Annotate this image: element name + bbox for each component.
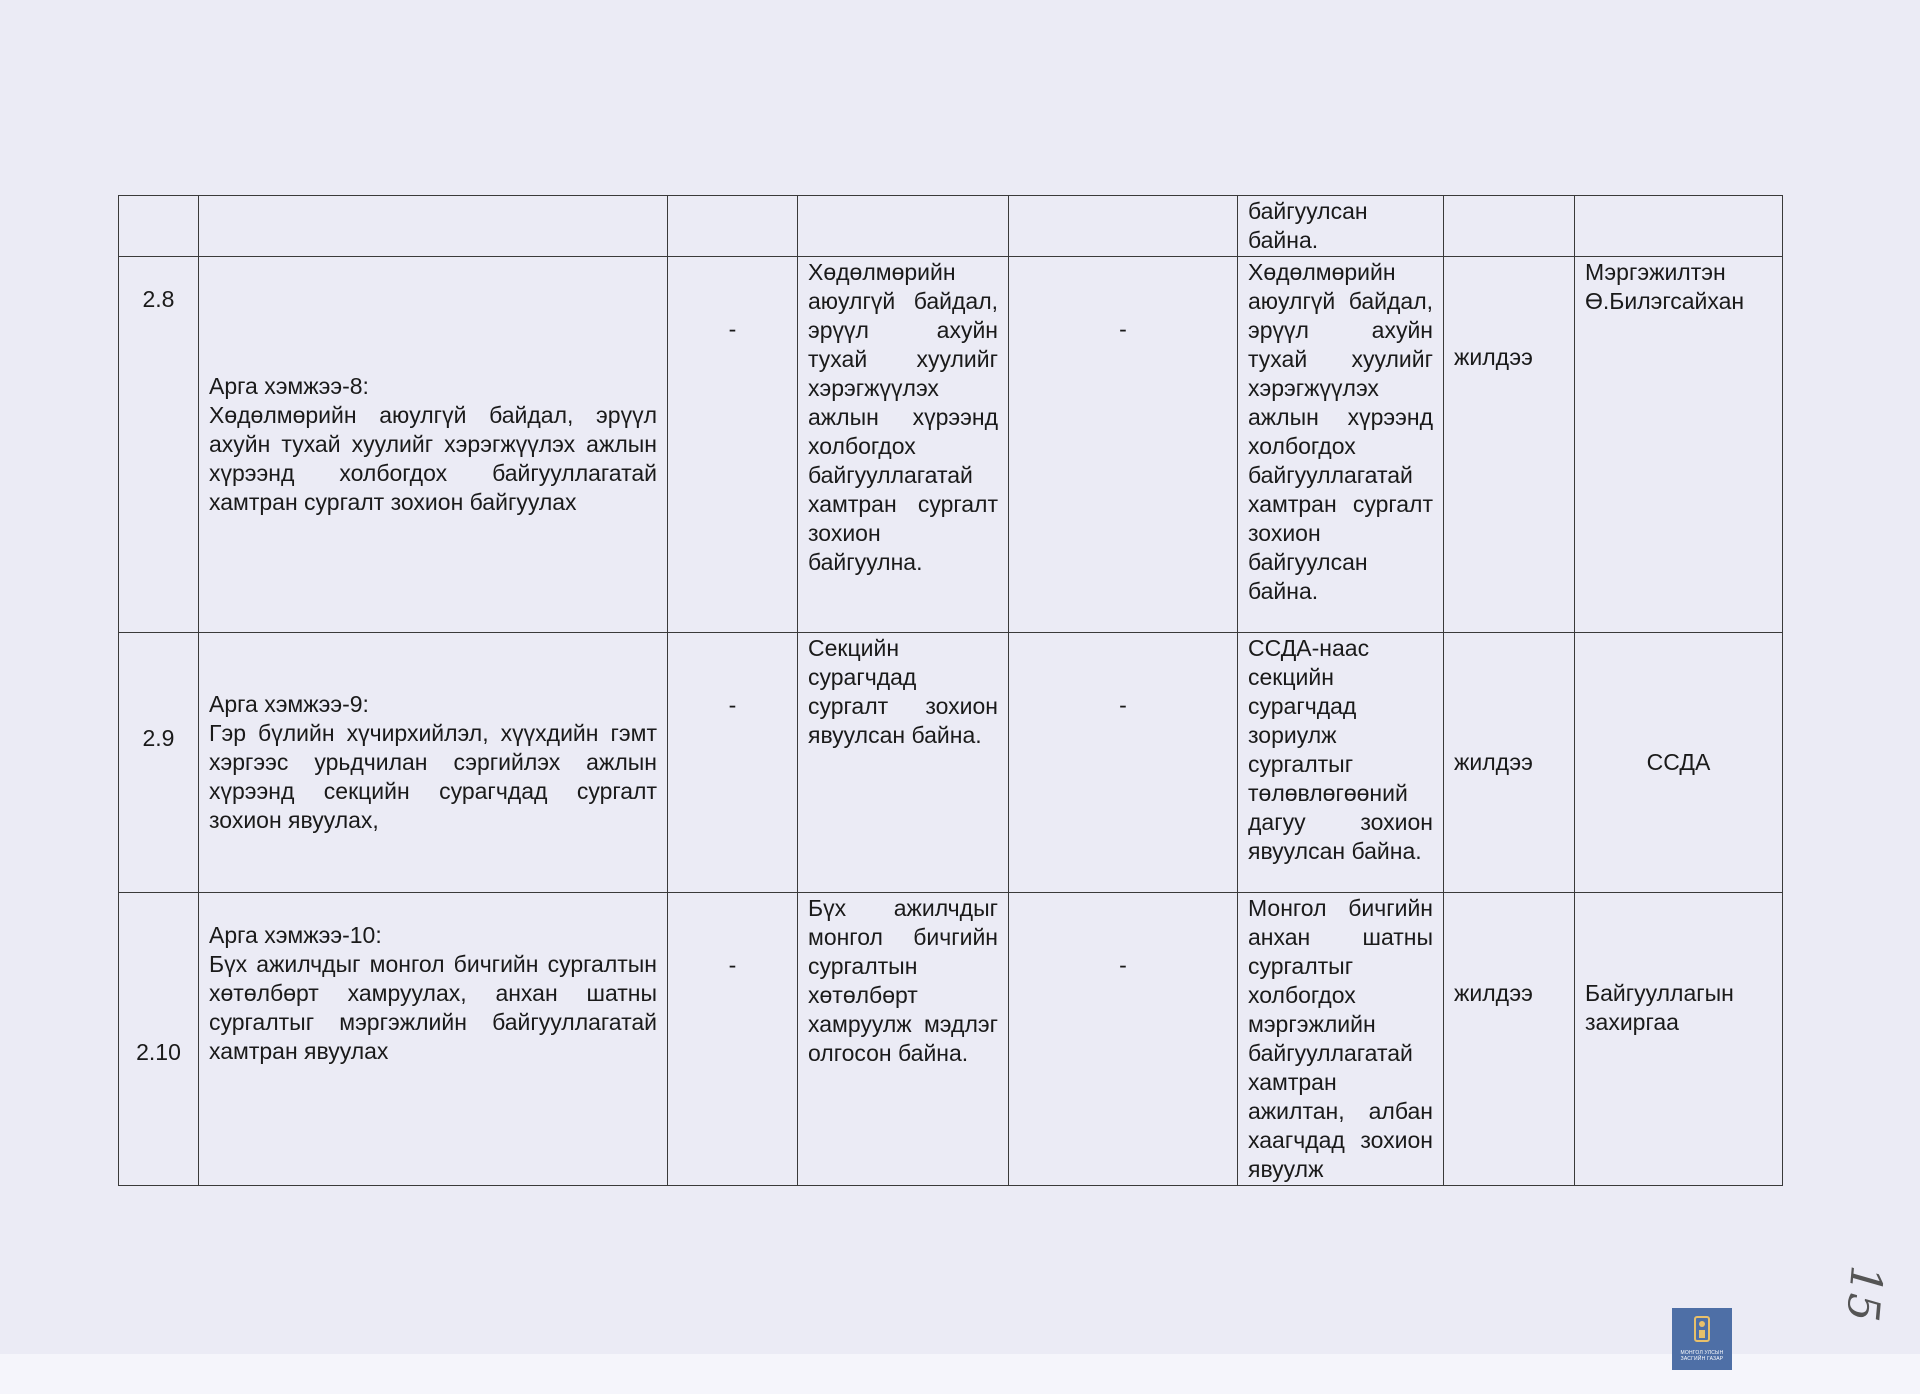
cell-period <box>1444 196 1575 257</box>
handwritten-page-number: 15 <box>1836 1263 1892 1324</box>
actual-result: Хөдөлмөрийн аюулгүй байдал, эрүүл ахуйн тухай хуулийг хэрэгжүүлэх ажлын хүрээнд холбогдох байгууллагатай хамтран сургалт зохион байгуулсан байна. <box>1238 257 1444 633</box>
col5-value: - <box>1009 633 1238 893</box>
measure-title: Арга хэмжээ-8: <box>209 373 369 399</box>
cell-col3 <box>668 196 798 257</box>
cell-measure <box>199 196 668 257</box>
period: жилдээ <box>1444 893 1575 1186</box>
cell-expected-result <box>798 196 1009 257</box>
result-tail-text: байгуулсан байна. <box>1248 198 1368 253</box>
responsible: Мэргэжилтэн Ө.Билэгсайхан <box>1575 257 1783 633</box>
expected-result: Бүх ажилчдыг монгол бичгийн сургалтын хөтөлбөрт хамруулж мэдлэг олгосон байна. <box>798 893 1009 1186</box>
period: жилдээ <box>1444 257 1575 633</box>
measure-cell <box>199 893 668 1186</box>
measure-title: Арга хэмжээ-10: <box>209 922 382 948</box>
soyombo-icon <box>1694 1316 1710 1342</box>
scan-bottom-margin <box>0 1354 1920 1394</box>
measure-text: Хөдөлмөрийн аюулгүй байдал, эрүүл ахуйн тухай хуулийг хэрэгжүүлэх ажлын хүрээнд холбогдох байгууллагатай хамтран сургалт зохион байгуулах <box>209 402 657 515</box>
measure-cell <box>199 633 668 893</box>
actual-result: ССДА-наас секцийн сурагчдад зориулж сургалтыг төлөвлөгөөний дагуу зохион явуулсан байна. <box>1238 633 1444 893</box>
measure-title: Арга хэмжээ-9: <box>209 691 369 717</box>
cell-actual-result <box>1238 196 1444 257</box>
period: жилдээ <box>1444 633 1575 893</box>
action-plan-table <box>118 195 1783 1186</box>
row-number: 2.10 <box>119 893 199 1186</box>
measure-cell <box>199 257 668 633</box>
responsible: Байгууллагын захиргаа <box>1575 893 1783 1186</box>
col5-value: - <box>1009 257 1238 633</box>
seal-line-2: ЗАСГИЙН ГАЗАР <box>1680 1356 1724 1362</box>
table-row-continuation <box>119 196 1783 257</box>
col3-value: - <box>668 257 798 633</box>
government-seal <box>1672 1308 1732 1370</box>
cell-number <box>119 196 199 257</box>
col3-value: - <box>668 633 798 893</box>
actual-result: Монгол бичгийн анхан шатны сургалтыг холбогдох мэргэжлийн байгууллагатай хамтран ажилтан, албан хаагчдад зохион явуулж <box>1238 893 1444 1186</box>
col3-value: - <box>668 893 798 1186</box>
row-number: 2.9 <box>119 633 199 893</box>
table-row-2-8 <box>119 257 1783 633</box>
expected-result: Секцийн сурагчдад сургалт зохион явуулсан байна. <box>798 633 1009 893</box>
col5-value: - <box>1009 893 1238 1186</box>
expected-result: Хөдөлмөрийн аюулгүй байдал, эрүүл ахуйн тухай хуулийг хэрэгжүүлэх ажлын хүрээнд холбогдох байгууллагатай хамтран сургалт зохион байгуулна. <box>798 257 1009 633</box>
measure-text: Бүх ажилчдыг монгол бичгийн сургалтын хөтөлбөрт хамруулах, анхан шатны сургалтыг мэргэжлийн байгууллагатай хамтран явуулах <box>209 951 657 1064</box>
cell-col5 <box>1009 196 1238 257</box>
row-number: 2.8 <box>119 257 199 633</box>
table-row-2-10 <box>119 893 1783 1186</box>
table-row-2-9 <box>119 633 1783 893</box>
responsible: ССДА <box>1575 633 1783 893</box>
seal-line-1: МОНГОЛ УЛСЫН <box>1680 1350 1724 1356</box>
cell-responsible <box>1575 196 1783 257</box>
measure-text: Гэр бүлийн хүчирхийлэл, хүүхдийн гэмт хэргээс урьдчилан сэргийлэх ажлын хүрээнд секцийн сурагчдад сургалт зохион явуулах, <box>209 720 657 833</box>
